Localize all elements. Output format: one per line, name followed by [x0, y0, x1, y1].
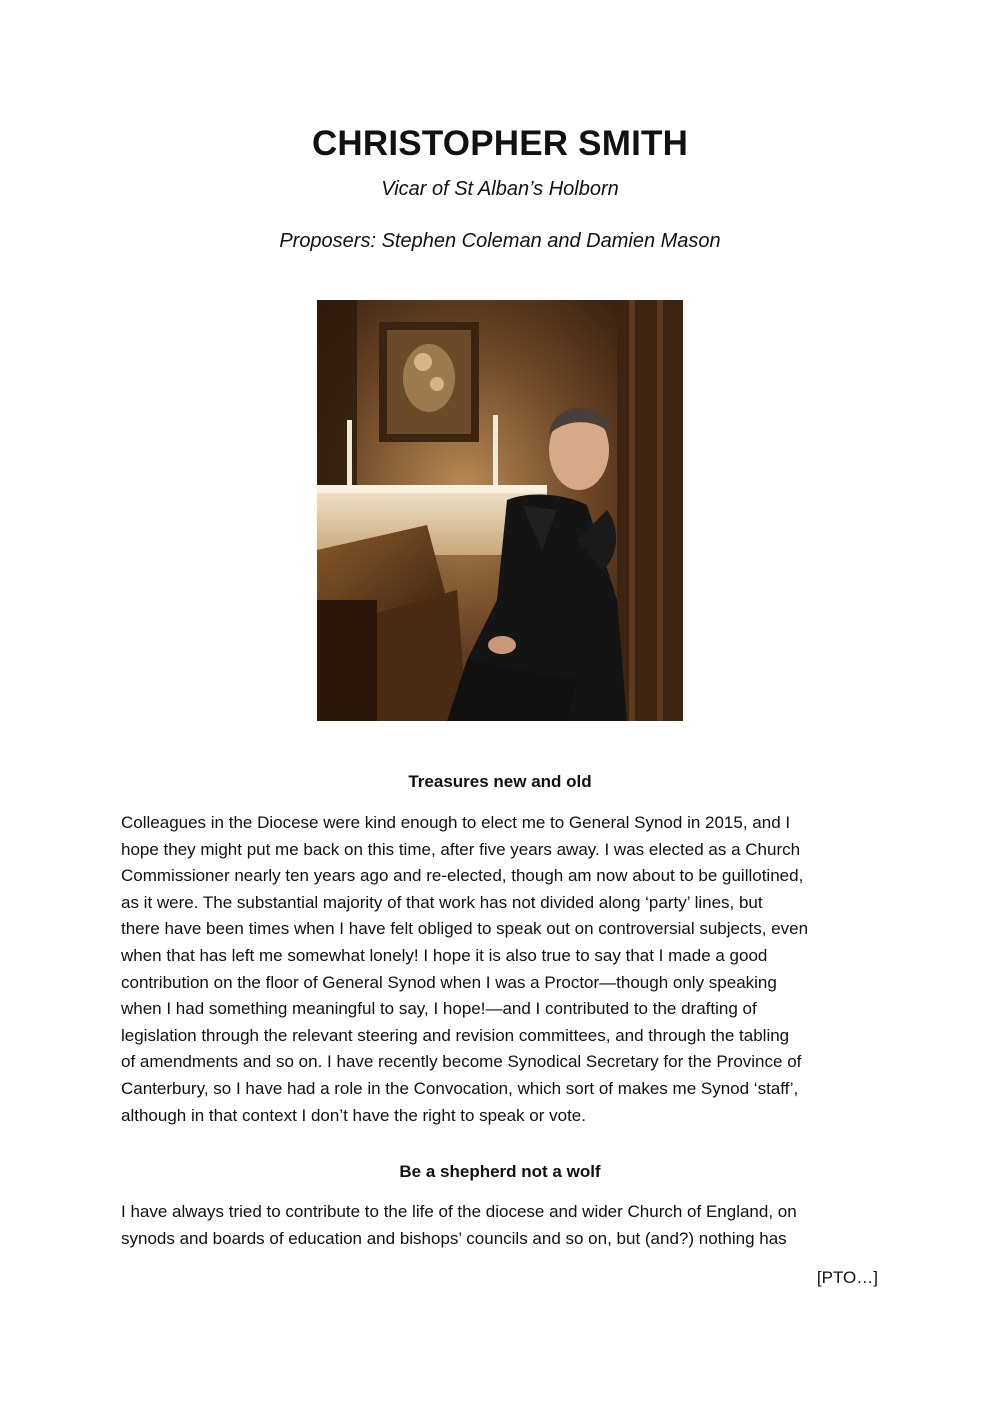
paragraph-line: hope they might put me back on this time, after five years away. I was elected as a Church [121, 839, 801, 859]
paragraph-line: when I had something meaningful to say, I hope!—and I contributed to the drafting of [121, 999, 757, 1019]
candidate-role: Vicar of St Alban’s Holborn [381, 178, 619, 200]
paragraph-line: Commissioner nearly ten years ago and re-elected, though am now about to be guillotined, [121, 866, 804, 886]
candidate-proposers: Proposers: Stephen Coleman and Damien Mason [279, 230, 721, 252]
paragraph-line: there have been times when I have felt obliged to speak out on controversial subjects, even [121, 919, 809, 939]
paragraph-line: legislation through the relevant steering and revision committees, and through the tabling [121, 1025, 790, 1045]
section-heading: Be a shepherd not a wolf [399, 1162, 601, 1181]
section-paragraph [121, 810, 881, 1129]
candidate-name: CHRISTOPHER SMITH [311, 124, 689, 163]
section-heading: Treasures new and old [408, 772, 592, 791]
paragraph-line: synods and boards of education and bishops’ councils and so on, but (and?) nothing has [121, 1228, 787, 1248]
paragraph-line: as it were. The substantial majority of that work has not divided along ‘party’ lines, but [121, 892, 763, 912]
paragraph-line: of amendments and so on. I have recently become Synodical Secretary for the Province of [121, 1052, 802, 1072]
paragraph-line: although in that context I don’t have the right to speak or vote. [121, 1105, 586, 1125]
please-turn-over-note: [PTO…] [816, 1268, 878, 1287]
paragraph-line: when that has left me somewhat lonely! I hope it is also true to say that I made a good [121, 945, 768, 965]
paragraph-line: Colleagues in the Diocese were kind enough to elect me to General Synod in 2015, and I [121, 813, 791, 832]
paragraph-line: I have always tried to contribute to the life of the diocese and wider Church of England, on [121, 1202, 797, 1221]
paragraph-line: Canterbury, so I have had a role in the Convocation, which sort of makes me Synod ‘staff’, [121, 1078, 799, 1098]
portrait-photo [317, 300, 683, 721]
paragraph-line: contribution on the floor of General Synod when I was a Proctor—though only speaking [121, 972, 777, 992]
section-paragraph [121, 1199, 881, 1252]
